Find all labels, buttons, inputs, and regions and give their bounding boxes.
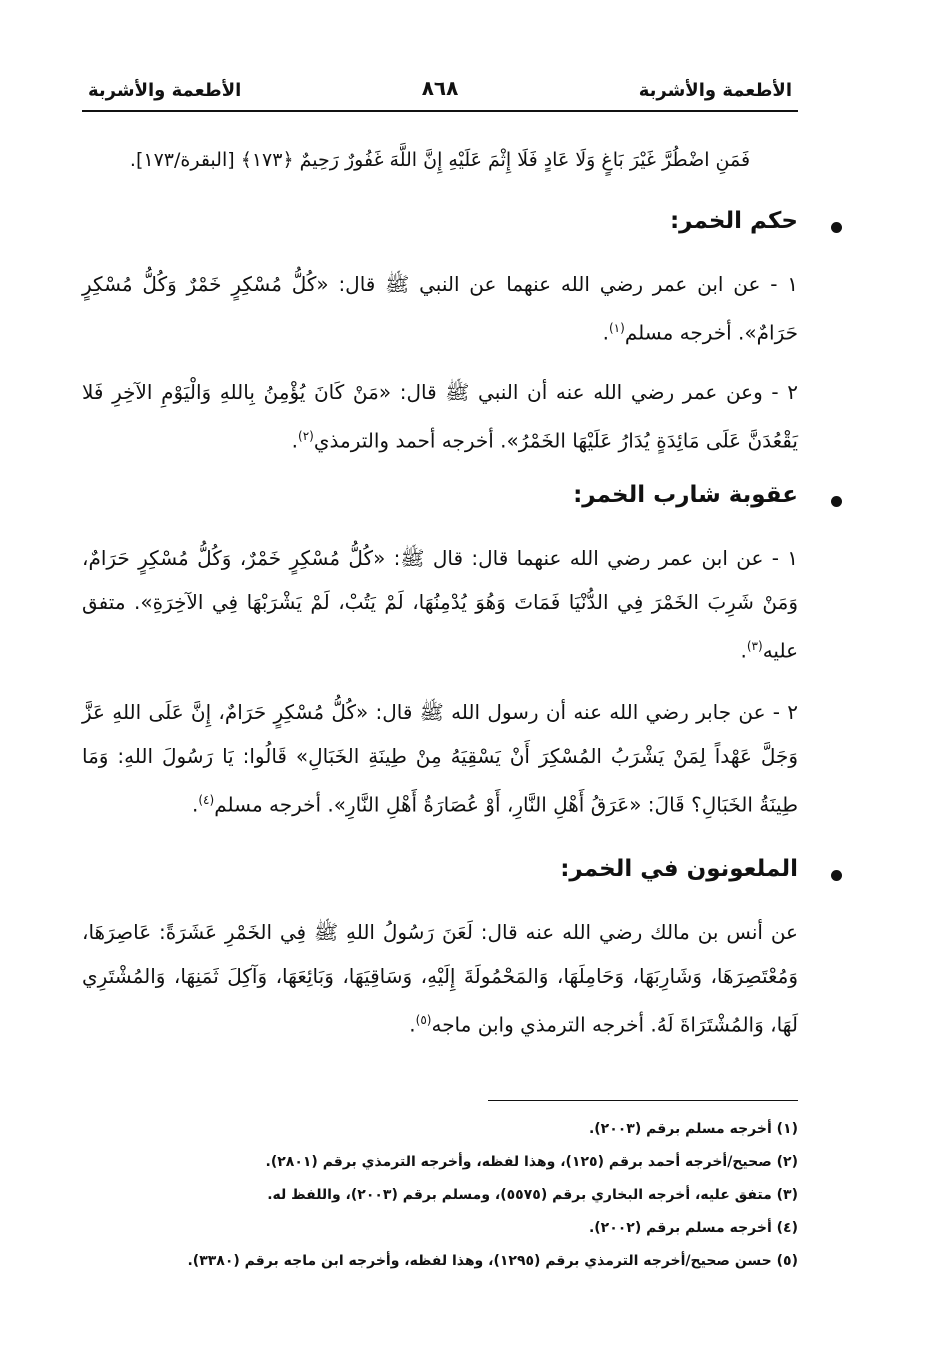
section-bullet [831, 870, 842, 881]
hadith-text: ٢ - وعن عمر رضي الله عنه أن النبي ﷺ قال: «مَنْ كَانَ يُؤْمِنُ بِاللهِ وَالْيَوْمِ الآخِرِ فَلا يَقْعُدَنَّ عَلَى مَائِدَةٍ يُدَارُ عَلَيْهَا الخَمْرُ». أخرجه أحمد والترمذي [82, 380, 798, 453]
running-title-right: الأطعمة والأشربة [638, 80, 792, 101]
footnote-ref: (١) [608, 321, 625, 335]
footnotes [120, 1113, 798, 1278]
quran-verse: فَمَنِ اضْطُرَّ غَيْرَ بَاغٍ وَلَا عَادٍ فَلَا إِثْمَ عَلَيْهِ إِنَّ اللَّهَ غَفُورٌ رَحِيمٌ ﴿١٧٣﴾ [البقرة/١٧٣]. [129, 149, 751, 171]
footnote-ref: (٥) [415, 1013, 432, 1027]
hadith-item [82, 370, 798, 463]
footnote-4: (٤) أخرجه مسلم برقم (٢٠٠٢). [588, 1220, 798, 1236]
hadith-end: . [409, 1012, 416, 1037]
footnote-ref: (٣) [746, 639, 763, 653]
hadith-text: ٢ - عن جابر رضي الله عنه أن رسول الله ﷺ قال: «كُلُّ مُسْكِرٍ حَرَامٌ، إِنَّ عَلَى اللهِ عَزَّ وَجَلَّ عَهْداً لِمَنْ يَشْرَبُ المُسْكِرَ أَنْ يَسْقِيَهُ مِنْ طِينَةِ الخَبَالِ» قَالُوا: يَا رَسُولَ اللهِ: وَمَا طِينَةُ الخَبَالِ؟ قَالَ: «عَرَقُ أَهْلِ النَّارِ، أَوْ عُصَارَةُ أَهْلِ النَّارِ». أخرجه مسلم [82, 700, 798, 817]
footnote-separator [488, 1100, 798, 1101]
hadith-end: . [192, 792, 199, 817]
footnote-3: (٣) متفق عليه، أخرجه البخاري برقم (٥٥٧٥)، ومسلم برقم (٢٠٠٣)، واللفظ له. [267, 1187, 798, 1203]
footnote-ref: (٢) [298, 429, 314, 443]
footnote-ref: (٤) [198, 793, 215, 807]
section-heading-cursed: الملعونون في الخمر: [560, 856, 798, 882]
hadith-item [82, 262, 798, 355]
section-bullet [831, 496, 842, 507]
footnote-2: (٢) صحيح/أخرجه أحمد برقم (١٢٥)، وهذا لفظه، وأخرجه الترمذي برقم (٢٨٠١). [265, 1154, 798, 1170]
section-heading-ruling: حكم الخمر: [669, 208, 798, 234]
section-bullet [831, 222, 842, 233]
hadith-item [82, 536, 798, 673]
hadith-text: عن أنس بن مالك رضي الله عنه قال: لَعَنَ رَسُولُ اللهِ ﷺ فِي الخَمْرِ عَشَرَةً: عَاصِرَهَا، وَمُعْتَصِرَهَا، وَشَارِبَهَا، وَحَامِلَهَا، وَالمَحْمُولَةَ إِلَيْهِ، وَسَاقِيَهَا، وَبَائِعَهَا، وَآكِلَ ثَمَنِهَا، وَالمُشْتَرِي لَهَا، وَالمُشْتَرَاةَ لَهُ. أخرجه الترمذي وابن ماجه [82, 920, 798, 1037]
hadith-text: ١ - عن ابن عمر رضي الله عنهما عن النبي ﷺ قال: «كُلُّ مُسْكِرٍ خَمْرٌ وَكُلُّ مُسْكِرٍ حَرَامٌ». أخرجه مسلم [82, 272, 798, 345]
hadith-item [82, 910, 798, 1047]
hadith-item [82, 690, 798, 827]
page-header [82, 72, 798, 112]
running-title-left: الأطعمة والأشربة [88, 80, 242, 101]
hadith-end: . [602, 320, 609, 345]
hadith-text: ١ - عن ابن عمر رضي الله عنهما قال: قال ﷺ: «كُلُّ مُسْكِرٍ خَمْرٌ، وَكُلُّ مُسْكِرٍ حَرَامٌ، وَمَنْ شَرِبَ الخَمْرَ فِي الدُّنْيَا فَمَاتَ وَهُوَ يُدْمِنُهَا، لَمْ يَتُبْ، لَمْ يَشْرَبْهَا فِي الآخِرَةِ». متفق عليه [82, 546, 798, 663]
hadith-end: . [291, 428, 299, 453]
section-heading-punishment: عقوبة شارب الخمر: [573, 482, 798, 508]
hadith-end: . [740, 638, 747, 663]
page-number: ٨٦٨ [421, 76, 459, 100]
footnote-1: (١) أخرجه مسلم برقم (٢٠٠٣). [588, 1121, 798, 1137]
footnote-5: (٥) حسن صحيح/أخرجه الترمذي برقم (١٢٩٥)، وهذا لفظه، وأخرجه ابن ماجه برقم (٣٣٨٠). [187, 1253, 798, 1269]
